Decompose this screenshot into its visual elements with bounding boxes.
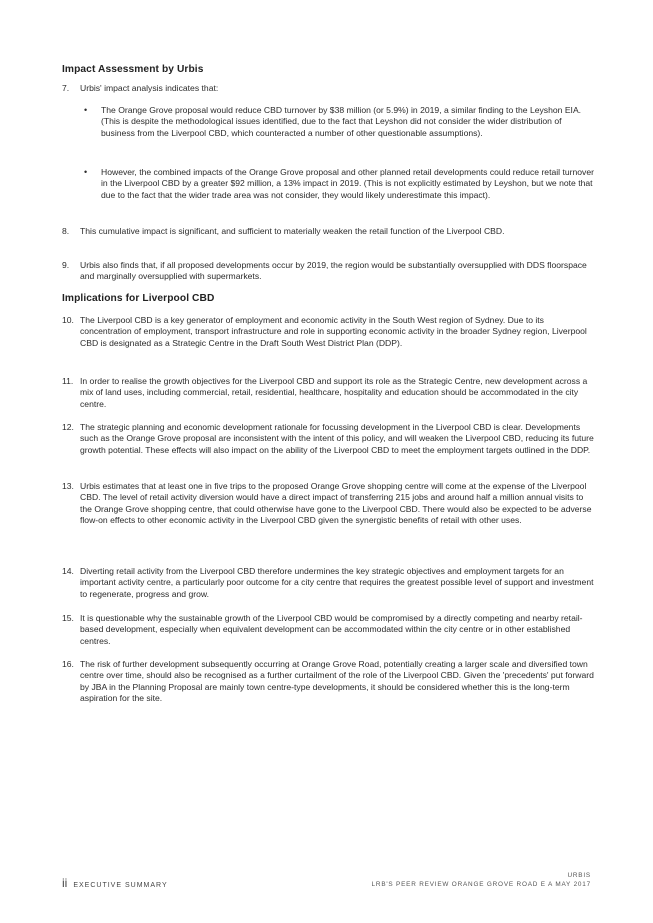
paragraph-number: 13. — [62, 481, 74, 491]
footer-doc-ref: LRB'S PEER REVIEW ORANGE GROVE ROAD E A MAY 2017 — [371, 881, 591, 888]
paragraph-number: 14. — [62, 566, 74, 576]
paragraph-13 — [62, 481, 594, 527]
bullet-icon: • — [84, 105, 88, 115]
paragraph-14 — [62, 566, 594, 600]
paragraph-text: It is questionable why the sustainable growth of the Liverpool CBD would be compromised by a directly competing and nearby retail-based development, especially when equivalent development can be accommodated within the city centre or in other established centres. — [80, 613, 583, 646]
paragraph-8 — [62, 226, 594, 237]
paragraph-number: 16. — [62, 659, 74, 669]
paragraph-9 — [62, 260, 594, 283]
footer-right — [372, 871, 591, 889]
paragraph-11 — [62, 376, 594, 410]
paragraph-number: 12. — [62, 422, 74, 432]
paragraph-number: 11. — [62, 376, 74, 386]
footer-section-label: EXECUTIVE SUMMARY — [73, 882, 168, 889]
paragraph-text: This cumulative impact is significant, and sufficient to materially weaken the retail function of the Liverpool CBD. — [80, 226, 505, 236]
bullet-text: The Orange Grove proposal would reduce CBD turnover by $38 million (or 5.9%) in 2019, a similar finding to the Leyshon EIA. (This is despite the methodological issues identified, due to the fact that Leyshon did not consider the wider distribution of business from the Liverpool CBD, which counteracted a number of other questionable assumptions). — [101, 105, 582, 138]
paragraph-12 — [62, 422, 594, 456]
bullet-item — [84, 167, 594, 201]
paragraph-text: The risk of further development subsequently occurring at Orange Grove Road, potentially creating a larger scale and diversified town centre over time, should also be recognised as a further curtailment of the role of the Liverpool CBD. Given the 'precedents' put forward by JBA in the Planning Proposal are mainly town centre-type developments, it should be considered whether this is the long-term aspiration for the site. — [80, 659, 594, 704]
paragraph-number: 7. — [62, 83, 70, 93]
bullet-text: However, the combined impacts of the Orange Grove proposal and other planned retail developments could reduce retail turnover in the Liverpool CBD by a greater $92 million, a 13% impact in 2019. (This is not explicitly estimated by Leyshon, but we note that due to the fact that the wider trade area was not consider, they would likely underestimate this impact). — [101, 167, 594, 200]
paragraph-text: Urbis also finds that, if all proposed developments occur by 2019, the region would be substantially oversupplied with DDS floorspace and marginally oversupplied with supermarkets. — [80, 260, 587, 282]
paragraph-number: 15. — [62, 613, 74, 623]
bullet-icon: • — [84, 167, 88, 177]
paragraph-text: Urbis' impact analysis indicates that: — [80, 83, 219, 93]
bullet-item — [84, 105, 594, 139]
paragraph-number: 8. — [62, 226, 70, 236]
paragraph-text: The strategic planning and economic development rationale for focussing development in the Liverpool CBD is clear. Developments such as the Orange Grove proposal are inconsistent with the intent of this policy, and will weaken the Liverpool CBD, reducing its future growth potential. These effects will also impact on the ability of the Liverpool CBD to meet the employment targets outlined in the DDP. — [80, 422, 594, 455]
paragraph-number: 10. — [62, 315, 74, 325]
footer-company: URBIS — [567, 872, 591, 879]
paragraph-10 — [62, 315, 594, 349]
footer-left — [62, 876, 168, 890]
paragraph-text: Urbis estimates that at least one in five trips to the proposed Orange Grove shopping centre will come at the expense of the Liverpool CBD. The level of retail activity diversion would have a direct impact of transferring 215 jobs and around half a million annual visits to the Orange Grove shopping centre, that could otherwise have gone to the Liverpool CBD. There would also be expected to be adverse flow-on effects to other economic activity in the Liverpool CBD given the synergistic benefits of retail with other uses. — [80, 481, 592, 526]
paragraph-15 — [62, 613, 594, 647]
paragraph-text: Diverting retail activity from the Liverpool CBD therefore undermines the key strategic objectives and employment targets for an important activity centre, a particularly poor outcome for a city centre that requires the greatest possible level of support and investment to regenerate, progress and grow. — [80, 566, 594, 599]
section-heading-impact-assessment: Impact Assessment by Urbis — [62, 64, 204, 75]
paragraph-16 — [62, 659, 594, 705]
paragraph-number: 9. — [62, 260, 70, 270]
page-number: ii — [62, 876, 68, 890]
paragraph-7 — [62, 83, 594, 94]
paragraph-text: The Liverpool CBD is a key generator of employment and economic activity in the South West region of Sydney. Due to its concentration of employment, transport infrastructure and role in supporting economic activity in the broader Sydney region, Liverpool CBD is designated as a Strategic Centre in the Draft South West District Plan (DDP). — [80, 315, 587, 348]
section-heading-implications: Implications for Liverpool CBD — [62, 293, 215, 304]
paragraph-text: In order to realise the growth objectives for the Liverpool CBD and support its role as the Strategic Centre, new development across a mix of land uses, including commercial, retail, residential, healthcare, hospitality and education should be accommodated in the city centre. — [80, 376, 588, 409]
